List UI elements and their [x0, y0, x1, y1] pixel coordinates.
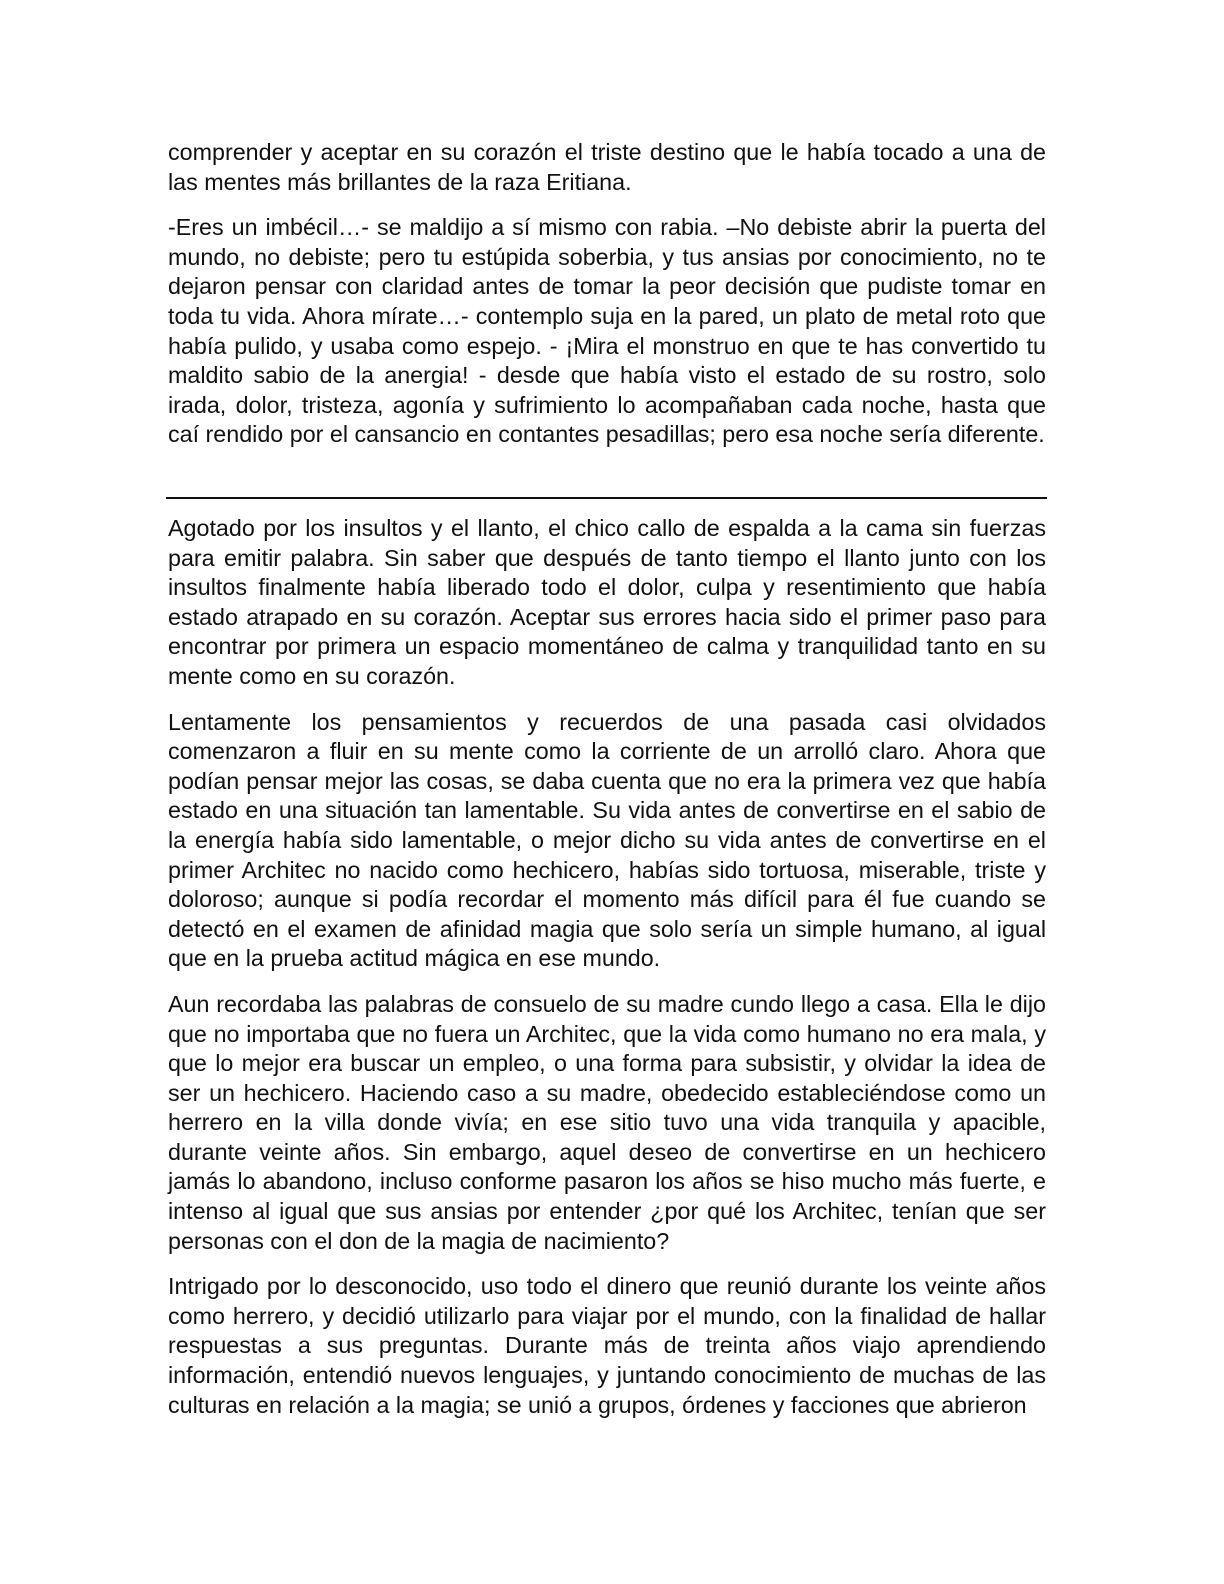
paragraph: Aun recordaba las palabras de consuelo de su madre cundo llego a casa. Ella le dijo que no importaba que no fuera un Architec, que la vida como humano no era mala, y que lo mejor era buscar un empleo, o una forma para subsistir, y olvidar la idea de ser un hechicero. Haciendo caso a su madre, obedecido estableciéndose como un herrero en la villa donde vivía; en ese sitio tuvo una vida tranquila y apacible, durante veinte años. Sin embargo, aquel deseo de convertirse en un hechicero jamás lo abandono, incluso conforme pasaron los años se hiso mucho más fuerte, e intenso al igual que sus ansias por entender ¿por qué los Architec, tenían que ser personas con el don de la magia de nacimiento?: [168, 990, 1046, 1254]
text-section-after-divider: [168, 514, 1046, 1436]
text-section-before-divider: [168, 138, 1046, 466]
paragraph: Lentamente los pensamientos y recuerdos de una pasada casi olvidados comenzaron a fluir en su mente como la corriente de un arrolló claro. Ahora que podían pensar mejor las cosas, se daba cuenta que no era la primera vez que había estado en una situación tan lamentable. Su vida antes de convertirse en el sabio de la energía había sido lamentable, o mejor dicho su vida antes de convertirse en el primer Architec no nacido como hechicero, habías sido tortuosa, miserable, triste y doloroso; aunque si podía recordar el momento más difícil para él fue cuando se detectó en el examen de afinidad magia que solo sería un simple humano, al igual que en la prueba actitud mágica en ese mundo.: [168, 708, 1046, 972]
paragraph: -Eres un imbécil…- se maldijo a sí mismo con rabia. –No debiste abrir la puerta del mundo, no debiste; pero tu estúpida soberbia, y tus ansias por conocimiento, no te dejaron pensar con claridad antes de tomar la peor decisión que pudiste tomar en toda tu vida. Ahora mírate…- contemplo suja en la pared, un plato de metal roto que había pulido, y usaba como espejo. - ¡Mira el monstruo en que te has convertido tu maldito sabio de la anergia! - desde que había visto el estado de su rostro, solo irada, dolor, tristeza, agonía y sufrimiento lo acompañaban cada noche, hasta que caí rendido por el cansancio en contantes pesadillas; pero esa noche sería diferente.: [168, 214, 1046, 448]
paragraph: Agotado por los insultos y el llanto, el chico callo de espalda a la cama sin fuerzas para emitir palabra. Sin saber que después de tanto tiempo el llanto junto con los insultos finalmente había liberado todo el dolor, culpa y resentimiento que había estado atrapado en su corazón. Aceptar sus errores hacia sido el primer paso para encontrar por primera un espacio momentáneo de calma y tranquilidad tanto en su mente como en su corazón.: [168, 515, 1046, 689]
section-divider: [166, 497, 1047, 499]
paragraph: Intrigado por lo desconocido, uso todo el dinero que reunió durante los veinte años como herrero, y decidió utilizarlo para viajar por el mundo, con la finalidad de hallar respuestas a sus preguntas. Durante más de treinta años viajo aprendiendo información, entendió nuevos lenguajes, y juntando conocimiento de muchas de las culturas en relación a la magia; se unió a grupos, órdenes y facciones que abrieron: [168, 1273, 1046, 1418]
paragraph: comprender y aceptar en su corazón el triste destino que le había tocado a una de las mentes más brillantes de la raza Eritiana.: [168, 139, 1046, 195]
